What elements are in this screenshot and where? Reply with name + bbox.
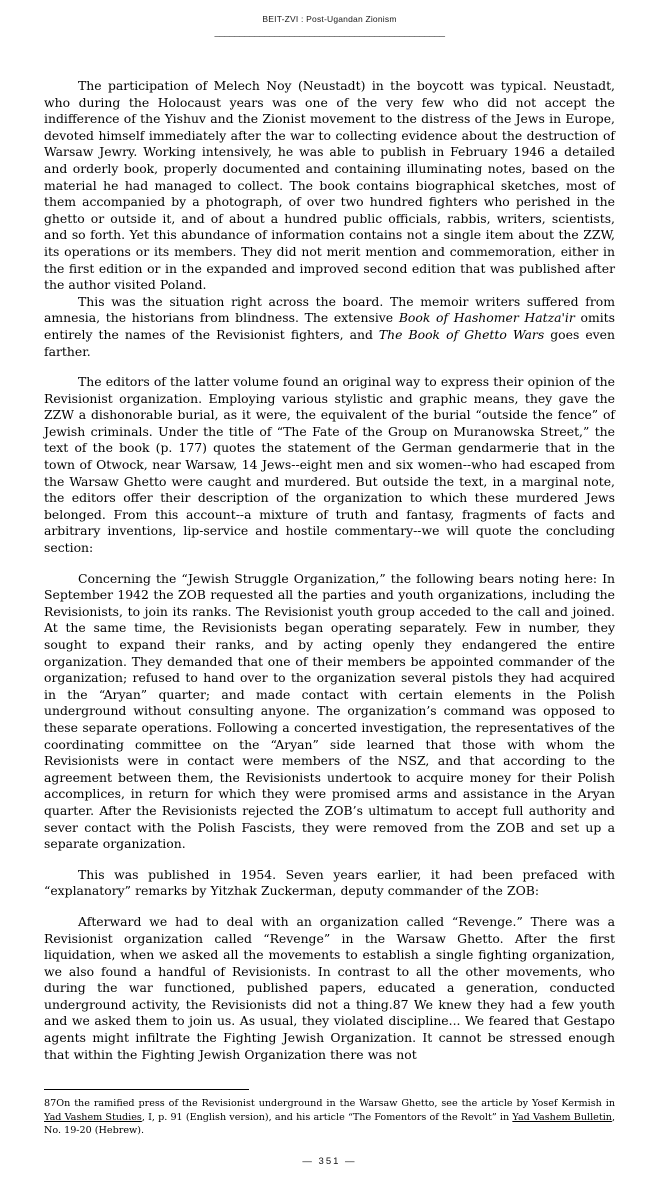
paragraph-2-text-b: omits entirely the names of the Revisionist fighters, and <box>44 310 616 342</box>
book-title-ghetto-wars: The Book of Ghetto Wars <box>378 326 545 342</box>
running-head: BEIT-ZVI : Post-Ugandan Zionism <box>262 14 397 24</box>
footnote-text-b: , I, p. 91 (English version), and his article “The Fomentors of the Revolt” in <box>141 1111 513 1123</box>
footnote-source-2: Yad Vashem Bulletin <box>512 1111 612 1123</box>
paragraph-4: Concerning the “Jewish Struggle Organization,” the following bears noting here: In September 1942 the ZOB requested all the parties and youth organizations, including the Revisionists, to join its ranks. The Revisionist youth group acceded to the call and joined. At the same time, the Revisionists began operating separately. Few in number, they sought to expand their ranks, and by acting openly they endangered the entire organization. They demanded that one of their members be appointed commander of the organization; refused to hand over to the organization several pistols they had acquired in the “Aryan” quarter; and made contact with certain elements in the Polish underground without consulting anyone. The organization’s command was opposed to these separate operations. Following a concerted investigation, the representatives of the coordinating committee on the “Aryan” side learned that those with whom the Revisionists were in contact were members of the NSZ, and that according to the agreement between them, the Revisionists undertook to acquire money for their Polish accomplices, in return for which they were promised arms and assistance in the Aryan quarter. After the Revisionists rejected the ZOB’s ultimatum to accept full authority and sever contact with the Polish Fascists, they were removed from the ZOB and set up a separate organization. <box>44 570 615 852</box>
footnote-87 <box>44 1097 615 1138</box>
header-rule: ______________________________________________ <box>214 26 445 38</box>
footnote-text-c: , No. 19-20 (Hebrew). <box>44 1111 615 1137</box>
paragraph-2 <box>44 294 615 360</box>
paragraph-3: The editors of the latter volume found an original way to express their opinion of the Revisionist organization. Employing various stylistic and graphic means, they gave the ZZW a dishonorable burial, as it were, the equivalent of the burial “outside the fence” of Jewish criminals. Under the title of “The Fate of the Group on Muranowska Street,” the text of the book (p. 177) quotes the statement of the German gendarmerie that in the town of Otwock, near Warsaw, 14 Jews--eight men and six women--who had escaped from the Warsaw Ghetto were caught and murdered. But outside the text, in a marginal note, the editors offer their description of the organization to which these murdered Jews belonged. From this account--a mixture of truth and fantasy, fragments of facts and arbitrary inventions, lip-service and hostile commentary--we will quote the concluding section: <box>44 374 615 556</box>
footnote-separator-rule <box>44 1089 249 1090</box>
paragraph-5: This was published in 1954. Seven years earlier, it had been prefaced with “explanatory” remarks by Yitzhak Zuckerman, deputy commander of the ZOB: <box>44 866 615 899</box>
paragraph-1: The participation of Melech Noy (Neustadt) in the boycott was typical. Neustadt, who during the Holocaust years was one of the very few who did not accept the indifference of the Yishuv and the Zionist movement to the distress of the Jews in Europe, devoted himself immediately after the war to collecting evidence about the destruction of Warsaw Jewry. Working intensively, he was able to publish in February 1946 a detailed and orderly book, properly documented and containing illuminating notes, based on the material he had managed to collect. The book contains biographical sketches, most of them accompanied by a photograph, of over two hundred fighters who perished in the ghetto or outside it, and of about a hundred public officials, rabbis, writers, scientists, and so forth. Yet this abundance of information contains not a single item about the ZZW, its operations or its members. They did not merit mention and commemoration, either in the first edition or in the expanded and improved second edition that was published after the author visited Poland. <box>44 78 615 293</box>
footnote-marker: 87 <box>44 1098 57 1110</box>
paragraph-6: Afterward we had to deal with an organization called “Revenge.” There was a Revisionist organization called “Revenge” in the Warsaw Ghetto. After the first liquidation, when we asked all the movements to establish a single fighting organization, we also found a handful of Revisionists. In contrast to all the other movements, who during the war functioned, published papers, educated a generation, conducted underground activity, the Revisionists did not a thing.87 We knew they had a few youth and we asked them to join us. As usual, they violated discipline... We feared that Gestapo agents might infiltrate the Fighting Jewish Organization. It cannot be stressed enough that within the Fighting Jewish Organization there was not <box>44 913 615 1062</box>
paragraph-2-text-c: goes even farther. <box>44 326 615 359</box>
paragraph-2-text-a: This was the situation right across the board. The memoir writers suffered from amnesia, the historians from blindness. The extensive <box>44 293 615 326</box>
footnote-source-1: Yad Vashem Studies <box>44 1111 142 1123</box>
body-text <box>44 78 615 1063</box>
book-title-hashomer-hatzair: Book of Hashomer Hatza'ir <box>398 310 575 326</box>
page-number: — 351 — <box>302 1155 357 1167</box>
footnote-section <box>44 1089 615 1138</box>
footnote-text-a: On the ramified press of the Revisionist underground in the Warsaw Ghetto, see the article by Yosef Kermish in <box>56 1098 615 1110</box>
